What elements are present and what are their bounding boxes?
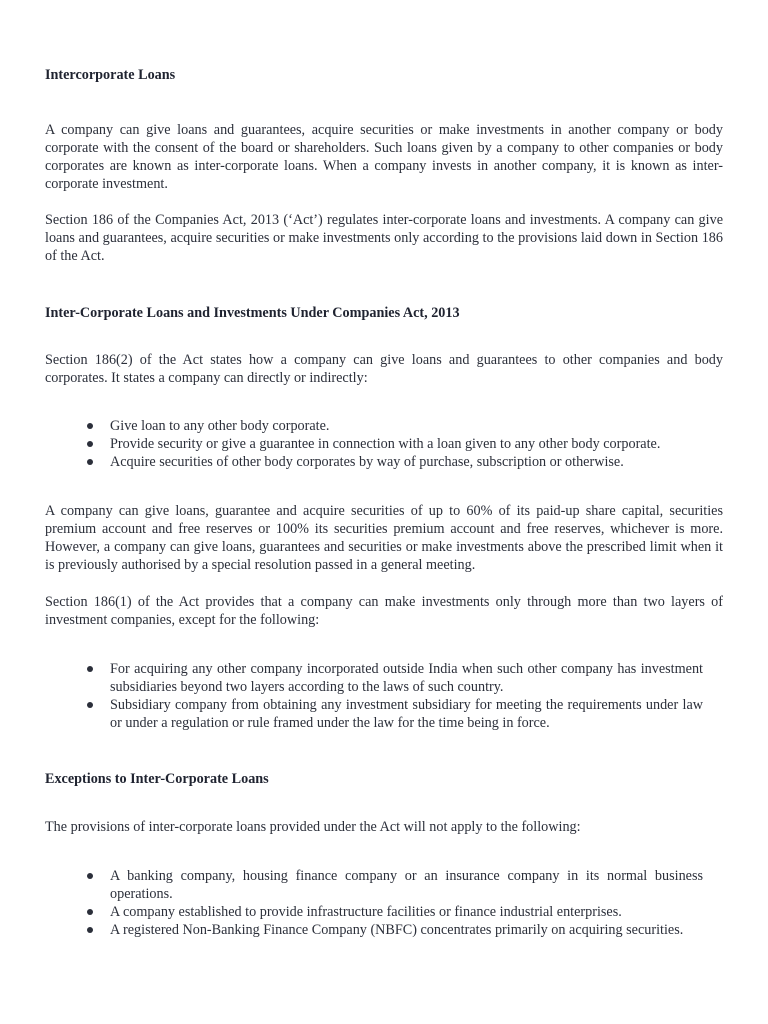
list-item: Provide security or give a guarantee in connection with a loan given to any other body corporate. — [85, 435, 703, 453]
paragraph-exceptions-intro: The provisions of inter-corporate loans provided under the Act will not apply to the following: — [45, 819, 581, 835]
bullet-list-loans — [85, 417, 703, 471]
list-item: A company established to provide infrastructure facilities or finance industrial enterprises. — [85, 903, 703, 921]
bullet-icon — [87, 909, 93, 915]
bullet-icon — [87, 441, 93, 447]
bullet-icon — [87, 873, 93, 879]
bullet-icon — [87, 927, 93, 933]
bullet-list-investments — [85, 660, 703, 732]
heading-companies-act: Inter-Corporate Loans and Investments Under Companies Act, 2013 — [45, 305, 460, 321]
bullet-icon — [87, 423, 93, 429]
paragraph-section-186-1: Section 186(1) of the Act provides that a company can make investments only through more than two layers of investment companies, except for the following: — [45, 594, 723, 628]
list-item: A banking company, housing finance company or an insurance company in its normal business operations. — [85, 867, 703, 903]
paragraph-section-186: Section 186 of the Companies Act, 2013 (‘Act’) regulates inter-corporate loans and investments. A company can give loans and guarantees, acquire securities or make investments only according to the provisions laid down in Section 186 of the Act. — [45, 212, 723, 264]
bullet-icon — [87, 666, 93, 672]
list-item: Subsidiary company from obtaining any investment subsidiary for meeting the requirements under law or under a regulation or rule framed under the law for the time being in force. — [85, 696, 703, 732]
list-item: Acquire securities of other body corporates by way of purchase, subscription or otherwise. — [85, 453, 703, 471]
paragraph-section-186-2: Section 186(2) of the Act states how a company can give loans and guarantees to other companies and body corporates. It states a company can directly or indirectly: — [45, 352, 723, 386]
bullet-icon — [87, 702, 93, 708]
heading-intercorporate-loans: Intercorporate Loans — [45, 67, 176, 83]
paragraph-intro: A company can give loans and guarantees, acquire securities or make investments in another company or body corporate with the consent of the board or shareholders. Such loans given by a company to other companies or body corporates are known as inter-corporate loans. When a company invests in another company, it is known as inter-corporate investment. — [45, 122, 723, 192]
list-item: A registered Non-Banking Finance Company (NBFC) concentrates primarily on acquiring securities. — [85, 921, 703, 939]
bullet-icon — [87, 459, 93, 465]
heading-exceptions: Exceptions to Inter-Corporate Loans — [45, 771, 269, 787]
list-item: Give loan to any other body corporate. — [85, 417, 703, 435]
list-item: For acquiring any other company incorporated outside India when such other company has investment subsidiaries beyond two layers according to the laws of such country. — [85, 660, 703, 696]
paragraph-limits: A company can give loans, guarantee and acquire securities of up to 60% of its paid-up share capital, securities premium account and free reserves or 100% its securities premium account and free reserves, whichever is more. However, a company can give loans, guarantees and securities or make investments above the prescribed limit when it is previously authorised by a special resolution passed in a general meeting. — [45, 503, 723, 573]
bullet-list-exceptions — [85, 867, 703, 939]
